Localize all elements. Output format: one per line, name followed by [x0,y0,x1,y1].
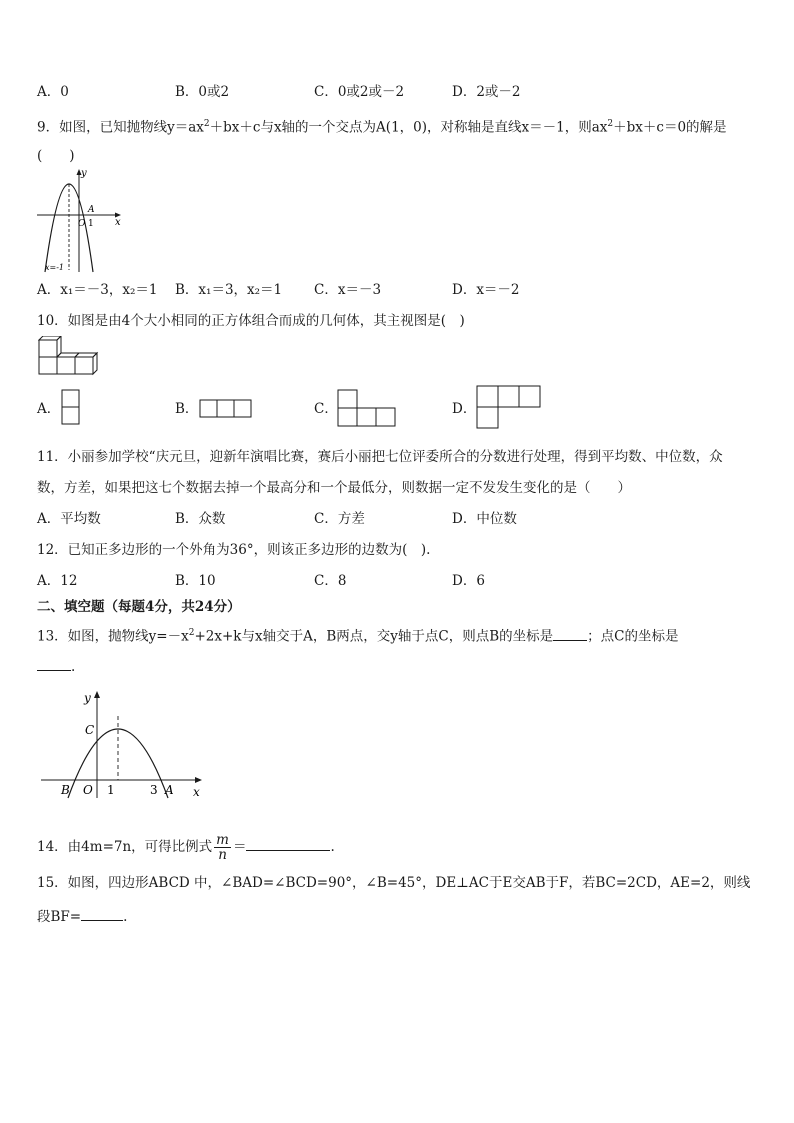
q12-option-c: C．8 [314,573,347,589]
q9-parabola [45,184,93,272]
q9-option-b: B．x₁＝3，x₂＝1 [175,282,283,298]
q8-option-b: B．0或2 [175,84,230,100]
q10-option-c-label: C． [314,401,338,417]
q13-parabola-figure [38,686,208,802]
q9-stem: 9．如图，已知抛物线$y=ax^2+bx+c$与x轴的一个交点为A(1，0)，对称轴是直线x＝－1，则$ax^2+bx+c=0$的解是 [37,119,727,136]
q10-option-a-label: A． [37,401,61,417]
q11-option-b: B．众数 [175,511,226,527]
q10-option-b-figure [199,399,255,419]
q14-fraction: $\frac{m}{n}$ [216,832,229,863]
section-2-heading: 二、填空题（每题4分，共24分） [37,599,241,615]
q13-stem-line2: . [37,656,75,676]
q13-x-arrow-icon [195,777,202,783]
q9-paren: ( ) [37,148,75,164]
q9-label-y: y [81,168,87,179]
q10-option-a-figure [61,389,81,429]
q12-stem: 12．已知正多边形的一个外角为36°，则该正多边形的边数为( ). [37,542,431,558]
q9-option-d: D．x＝－2 [452,282,520,298]
q9-label-a: A [88,205,95,215]
q11-stem-line2: 数，方差，如果把这七个数据去掉一个最高分和一个最低分，则数据一定不发发生变化的是（ ） [37,480,631,496]
q15-blank[interactable] [81,906,123,921]
q13-label-one: 1 [107,783,115,797]
q13-label-a: A [165,783,174,797]
q11-option-a: A．平均数 [37,511,101,527]
q9-label-o: O [78,219,86,229]
q13-blank-c[interactable] [37,656,71,671]
q13-blank-b[interactable] [553,626,587,641]
q13-label-o: O [83,783,93,797]
q14-blank[interactable] [246,836,330,851]
q8-option-a: A．0 [37,84,69,100]
q14-stem: 14．由4m=7n，可得比例式 $\frac{m}{n}$ ＝ . [37,832,335,863]
q13-label-x: x [193,785,200,799]
q15-stem-line1: 15．如图，四边形ABCD 中，∠BAD=∠BCD=90°，∠B=45°，DE⊥AC于E交AB于F，若BC=2CD，AE=2，则线 [37,875,751,891]
q13-label-c: C [85,723,95,737]
q13-label-y: y [84,691,91,705]
q13-label-three: 3 [150,783,158,797]
q10-option-d-figure [476,385,544,431]
q10-option-d-label: D． [452,401,477,417]
q13-label-b: B [61,783,70,797]
q9-label-axis: x=-1 [45,263,65,272]
q8-option-c: C．0或2或－2 [314,84,405,100]
q11-stem-line1: 11．小丽参加学校“庆元旦，迎新年演唱比赛，赛后小丽把七位评委所合的分数进行处理，得到平均数、中位数，众 [37,449,723,465]
q9-option-a: A．x₁＝－3，x₂＝1 [37,282,158,298]
q9-option-c: C．x＝－3 [314,282,382,298]
q10-cube-figure [38,336,102,376]
q8-option-d: D．2或－2 [452,84,521,100]
q9-parabola-figure [37,166,127,274]
q11-option-d: D．中位数 [452,511,517,527]
q9-label-one: 1 [88,219,94,229]
q12-option-a: A．12 [37,573,78,589]
q13-y-arrow-icon [94,691,100,698]
q11-option-c: C．方差 [314,511,365,527]
q12-option-d: D．6 [452,573,485,589]
q10-option-b-label: B． [175,401,199,417]
q13-stem: 13．如图，抛物线$y=-x^2+2x+k$与x轴交于A，B两点，交y轴于点C，则点B的坐标是 ；点C的坐标是 [37,624,678,646]
q10-option-c-figure [337,389,397,429]
q15-stem-line2: 段BF= . [37,906,127,926]
q9-label-x: x [115,217,121,228]
q12-option-b: B．10 [175,573,216,589]
q10-stem: 10．如图是由4个大小相同的正方体组合而成的几何体，其主视图是( ) [37,313,465,329]
